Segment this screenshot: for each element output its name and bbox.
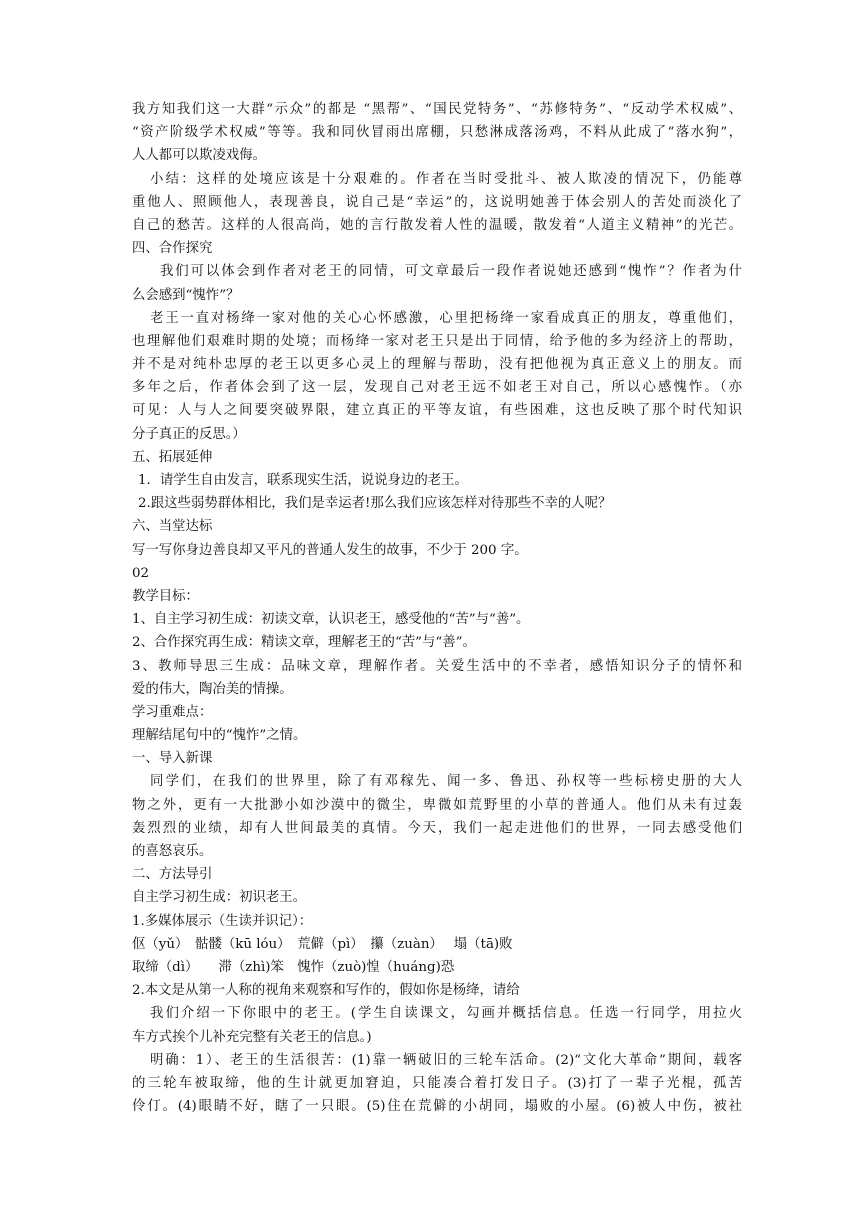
text-line: 并不是对纯朴忠厚的老王以更多心灵上的理解与帮助，没有把他视为真正意义上的朋友。而 <box>132 357 742 373</box>
list-item: 1．请学生自由发言，联系现实生活，说说身边的老王。 <box>138 473 468 488</box>
list-item: 1、自主学习初生成：初读文章，认识老王，感受他的“苦”与“善”。 <box>132 612 530 628</box>
pinyin-line: 取缔（dì） 滞（zhì)笨 愧怍（zuò)惶（huáng)恐 <box>132 959 455 975</box>
section-heading: 学习重难点： <box>132 704 213 720</box>
text-line: 么会感到“愧怍”？ <box>132 287 240 303</box>
text-line: 我方知我们这一大群“示众”的都是 “黑帮”、“国民党特务”、“苏修特务”、“反动学术权威”、 <box>132 102 742 117</box>
text-line: 理解结尾句中的“愧怍”之情。 <box>132 728 307 744</box>
text-line: 也理解他们艰难时期的处境；而杨绛一家对老王只是出于同情，给予他的多为经济上的帮助， <box>132 333 742 349</box>
section-heading: 四、合作探究 <box>132 241 213 257</box>
text-line: 轰烈烈的业绩，却有人世间最美的真情。今天，我们一起走进他们的世界，一同去感受他们 <box>132 820 742 836</box>
text-line: 人人都可以欺凌戏侮。 <box>132 148 266 164</box>
list-item: 1.多媒体展示（生读并识记）： <box>132 913 313 929</box>
text-line: 小结：这样的处境应该是十分艰难的。作者在当时受批斗、被人欺凌的情况下，仍能尊 <box>150 171 742 187</box>
text-line: 自主学习初生成：初识老王。 <box>132 890 307 906</box>
section-heading: 六、当堂达标 <box>132 519 213 535</box>
text-line: 同学们，在我们的世界里，除了有邓稼先、闻一多、鲁迅、孙权等一些标榜史册的大人 <box>150 774 742 790</box>
text-line: 重他人、照顾他人，表现善良，说自己是“幸运”的，这说明她善于体会别人的苦处而淡化了 <box>132 194 742 210</box>
section-heading: 二、方法导引 <box>132 867 213 883</box>
text-line: 老王一直对杨绛一家对他的关心心怀感激，心里把杨绛一家看成真正的朋友，尊重他们， <box>150 310 742 326</box>
section-number: 02 <box>132 565 150 581</box>
text-line: “资产阶级学术权威”等等。我和同伙冒雨出席棚，只愁淋成落汤鸡，不料从此成了“落水狗”， <box>132 125 742 141</box>
pinyin-line: 伛（yǔ） 骷髅（kū lóu） 荒僻（pì） 攥（zuàn） 塌（tā)败 <box>132 936 513 952</box>
text-line: 自己的愁苦。这样的人很高尚，她的言行散发着人性的温暖，散发着“人道主义精神”的光芒。 <box>132 217 742 233</box>
text-line: 的喜怒哀乐。 <box>132 844 213 859</box>
text-line: 可见：人与人之间要突破界限，建立真正的平等友谊，有些困难，这也反映了那个时代知识 <box>132 403 742 419</box>
text-line: 我们可以体会到作者对老王的同情，可文章最后一段作者说她还感到“愧怍”？作者为什 <box>160 264 742 280</box>
text-line: 的三轮车被取缔，他的生计就更加窘迫，只能凑合着打发日子。(3)打了一辈子光棍，孤苦 <box>132 1075 742 1091</box>
text-line: 我们介绍一下你眼中的老王。(学生自读课文，勾画并概括信息。任选一行同学，用拉火 <box>150 1006 742 1022</box>
section-heading: 一、导入新课 <box>132 751 213 767</box>
text-line: 明确：1）、老王的生活很苦：(1)靠一辆破旧的三轮车活命。(2)“文化大革命”期间，载客 <box>150 1052 742 1068</box>
section-heading: 五、拓展延伸 <box>132 449 213 465</box>
section-heading: 教学目标： <box>132 588 199 604</box>
document-page <box>132 98 742 1118</box>
list-item: 2、合作探究再生成：精读文章，理解老王的“苦”与“善”。 <box>132 635 476 651</box>
text-line: 写一写你身边善良却又平凡的普通人发生的故事，不少于 200 字。 <box>132 542 528 558</box>
text-line: 爱的伟大，陶冶美的情操。 <box>132 681 293 697</box>
text-line: 车方式挨个儿补充完整有关老王的信息。) <box>132 1029 372 1045</box>
text-line: 多年之后，作者体会到了这一层，发现自己对老王远不如老王对自己，所以心感愧怍。（亦 <box>132 380 742 396</box>
list-item: 2.跟这些弱势群体相比，我们是幸运者!那么我们应该怎样对待那些不幸的人呢？ <box>138 496 612 512</box>
list-item: 3、教师导思三生成：品味文章，理解作者。关爱生活中的不幸者，感悟知识分子的情怀和 <box>132 658 742 674</box>
text-line: 分子真正的反思。） <box>132 426 246 442</box>
text-line: 伶仃。(4)眼睛不好，瞎了一只眼。(5)住在荒僻的小胡同，塌败的小屋。(6)被人中伤，被社 <box>132 1099 742 1115</box>
list-item: 2.本文是从第一人称的视角来观察和写作的，假如你是杨绛，请给 <box>132 983 520 999</box>
text-line: 物之外，更有一大批渺小如沙漠中的微尘，卑微如荒野里的小草的普通人。他们从未有过轰 <box>132 797 742 813</box>
